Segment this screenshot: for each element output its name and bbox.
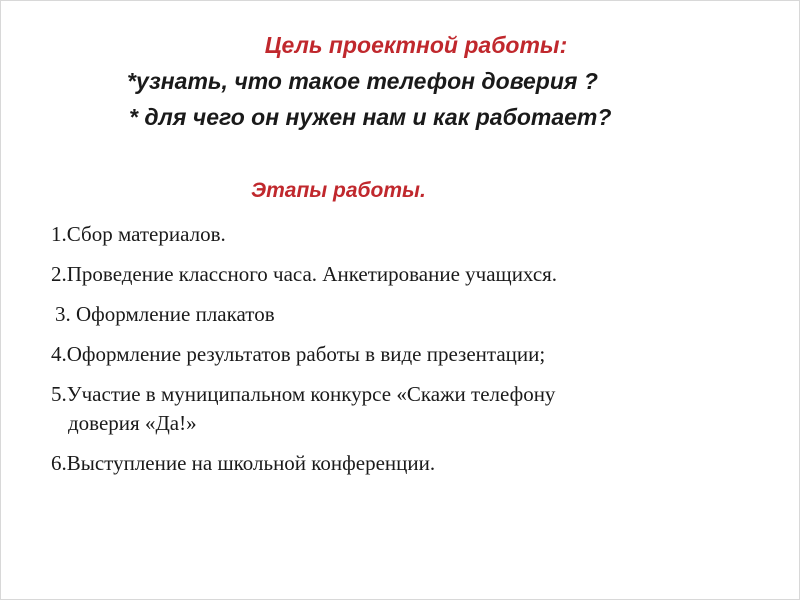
stage-text: 1.Сбор материалов. — [51, 222, 226, 246]
stage-text-continuation: доверия «Да!» — [68, 411, 197, 435]
list-item — [51, 300, 771, 329]
list-item — [51, 220, 771, 249]
stages-title: Этапы работы. — [251, 179, 426, 202]
list-item — [51, 380, 771, 438]
list-item — [51, 340, 771, 369]
list-item — [51, 260, 771, 289]
stage-text: 2.Проведение классного часа. Анкетирование учащихся. — [51, 262, 558, 286]
goal-line: *узнать, что такое телефон доверия ? — [127, 68, 598, 94]
list-item — [51, 449, 771, 478]
stage-text: 5.Участие в муниципальном конкурсе «Скажи телефону — [51, 382, 556, 406]
stage-text: 4.Оформление результатов работы в виде презентации; — [51, 342, 546, 366]
stage-text: 3. Оформление плакатов — [55, 302, 275, 326]
stage-text: 6.Выступление на школьной конференции. — [51, 451, 436, 475]
goal-title: Цель проектной работы: — [264, 32, 568, 58]
goal-block — [1, 27, 800, 135]
goal-line: * для чего он нужен нам и как работает? — [129, 104, 612, 130]
stages-list — [51, 220, 771, 489]
